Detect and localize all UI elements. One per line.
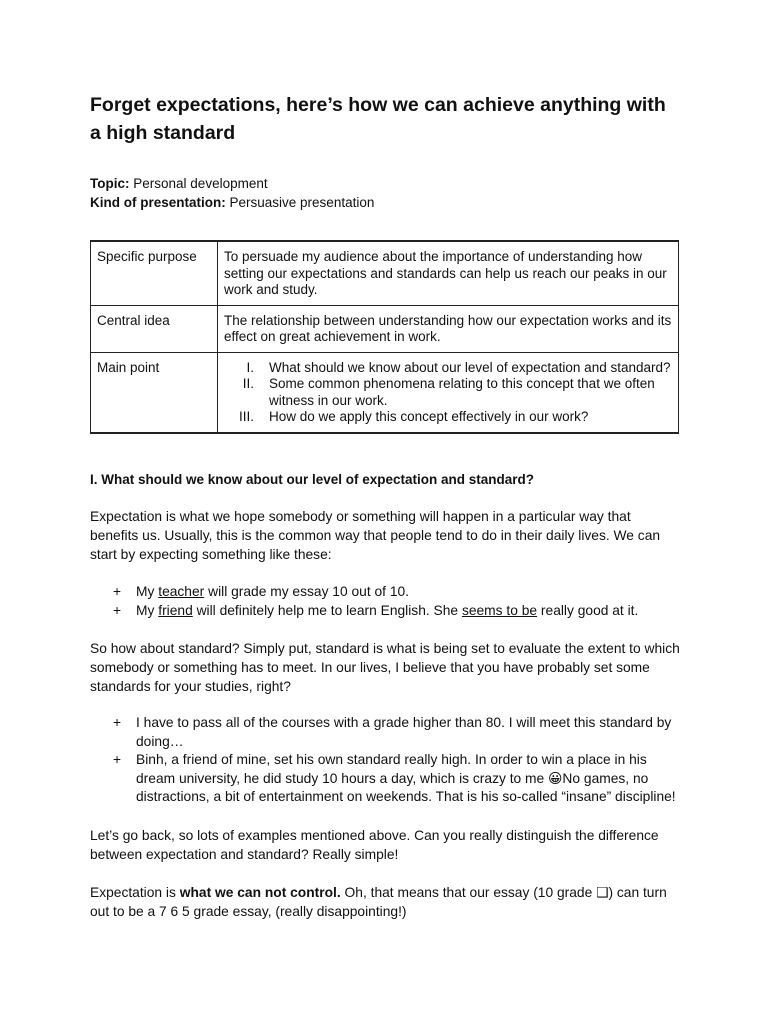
paragraph-expectation-control bbox=[90, 883, 680, 921]
text-run: will grade my essay 10 out of 10. bbox=[204, 584, 410, 599]
row-label: Central idea bbox=[91, 305, 218, 352]
point-text: What should we know about our level of expectation and standard? bbox=[269, 359, 671, 375]
underlined-word: teacher bbox=[158, 584, 205, 599]
document-title: Forget expectations, here’s how we can achieve anything with a high standard bbox=[90, 94, 666, 144]
presentation-plan-table bbox=[90, 240, 679, 434]
list-item bbox=[90, 583, 680, 602]
table-row bbox=[91, 352, 679, 433]
row-text: To persuade my audience about the importance of understanding how setting our expectations and standards can help us reach our peaks in our work and study. bbox=[218, 241, 679, 305]
kind-value: Persuasive presentation bbox=[229, 195, 375, 210]
point-number: I. bbox=[246, 359, 254, 375]
table-row bbox=[91, 305, 679, 352]
topic-line bbox=[90, 174, 268, 193]
paragraph-expectation: Expectation is what we hope somebody or something will happen in a particular way that benefits us. Usually, this is the common way that people tend to do in their daily lives. We can start by expecting something like these: bbox=[90, 509, 661, 562]
topic-value: Personal development bbox=[133, 176, 268, 191]
expectation-examples-list bbox=[90, 583, 680, 620]
bold-phrase: what we can not control. bbox=[179, 885, 341, 900]
underlined-word: friend bbox=[158, 602, 193, 618]
point-text: Some common phenomena relating to this concept that we often witness in our work. bbox=[269, 376, 655, 408]
standard-examples-list bbox=[90, 714, 680, 807]
bullet-mark: + bbox=[113, 602, 122, 618]
text-run: My bbox=[136, 584, 159, 599]
list-item bbox=[224, 360, 672, 377]
table-row bbox=[91, 241, 679, 305]
main-points-list bbox=[224, 360, 672, 426]
point-number: II. bbox=[242, 376, 254, 391]
list-item bbox=[90, 751, 680, 807]
list-item-text: Binh, a friend of mine, set his own standard really high. In order to win a place in his dream university, he did study 10 hours a day, which is crazy to me 😀No games, no distractions, a bit of entertainment on weekends. That is his so-called “insane” discipline! bbox=[136, 752, 676, 804]
underlined-phrase: seems to be bbox=[461, 602, 538, 618]
text-run: will definitely help me to learn English. She bbox=[192, 602, 462, 618]
list-item bbox=[90, 602, 680, 621]
kind-label: Kind of presentation: bbox=[90, 195, 226, 210]
text-run: really good at it. bbox=[537, 602, 639, 618]
kind-line bbox=[90, 193, 374, 212]
row-text: The relationship between understanding how our expectation works and its effect on great achievement in work. bbox=[218, 305, 679, 352]
text-run: My bbox=[136, 602, 159, 618]
point-number: III. bbox=[238, 409, 254, 424]
section-heading: I. What should we know about our level of expectation and standard? bbox=[90, 472, 535, 487]
list-item-text: I have to pass all of the courses with a grade higher than 80. I will meet this standard by doing… bbox=[136, 715, 672, 749]
paragraph-distinguish: Let’s go back, so lots of examples mentioned above. Can you really distinguish the difference between expectation and standard? Really simple! bbox=[90, 828, 659, 862]
bullet-mark: + bbox=[113, 715, 122, 730]
main-points-cell bbox=[218, 352, 679, 433]
point-text: How do we apply this concept effectively in our work? bbox=[269, 409, 589, 424]
topic-label: Topic: bbox=[90, 176, 130, 191]
bullet-mark: + bbox=[113, 584, 122, 599]
list-item bbox=[224, 376, 672, 409]
list-item bbox=[90, 714, 680, 751]
row-label: Main point bbox=[91, 352, 218, 433]
bullet-mark: + bbox=[113, 752, 122, 767]
paragraph-standard: So how about standard? Simply put, standard is what is being set to evaluate the extent to which somebody or something has to meet. In our lives, I believe that you have probably set some standards for your studies, right? bbox=[90, 641, 680, 694]
row-label: Specific purpose bbox=[91, 241, 218, 305]
text-run: Expectation is bbox=[90, 885, 180, 900]
list-item bbox=[224, 409, 672, 426]
text-run: Oh, that means that our essay (10 grade ❑) can turn out to be a 7 6 5 grade essay, (really disappointing!) bbox=[90, 885, 667, 919]
